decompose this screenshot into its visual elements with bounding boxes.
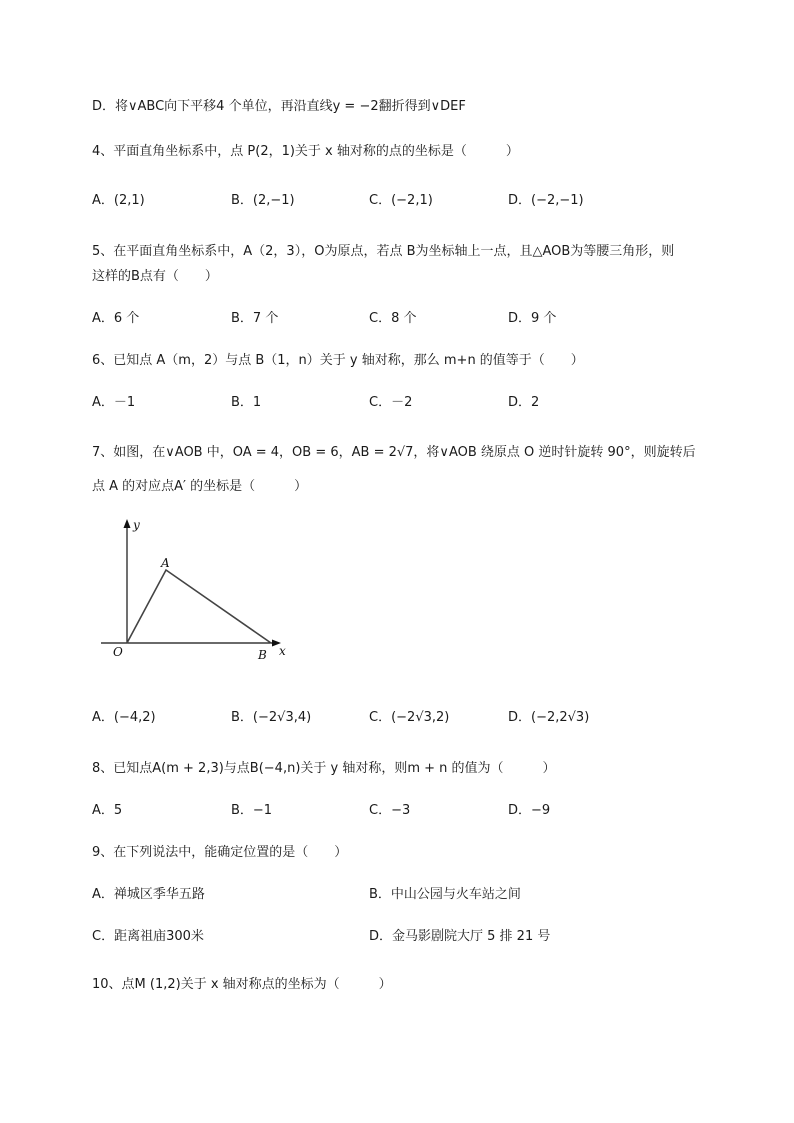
q7-option-b: B．(−2√3,4) <box>231 710 312 725</box>
label-o: O <box>113 645 123 659</box>
q8-option-d: D．−9 <box>508 803 551 818</box>
q7-figure <box>95 515 295 665</box>
q9-option-a: A．禅城区季华五路 <box>92 887 205 902</box>
q9-option-d: D．金马影剧院大厅 5 排 21 号 <box>369 929 551 944</box>
q7-option-c: C．(−2√3,2) <box>369 710 450 725</box>
q7-option-a: A．(−4,2) <box>92 710 156 725</box>
q6-option-d: D．2 <box>508 395 540 410</box>
q7-option-d: D．(−2,2√3) <box>508 710 590 725</box>
q5-option-d: D．9 个 <box>508 311 557 326</box>
q4-option-a: A．(2,1) <box>92 193 145 208</box>
q7-stem-line1: 7、如图，在∨AOB 中，OA = 4，OB = 6，AB = 2√7，将∨AOB 绕原点 O 逆时针旋转 90°，则旋转后 <box>92 445 696 460</box>
q5-option-b: B．7 个 <box>231 311 279 326</box>
q9-option-b: B．中山公园与火车站之间 <box>369 887 521 902</box>
label-x: x <box>279 644 286 658</box>
q3-option-d: D．将∨ABC向下平移4 个单位，再沿直线y = −2翻折得到∨DEF <box>92 99 466 114</box>
y-axis-arrow <box>124 519 131 528</box>
q4-option-b: B．(2,−1) <box>231 193 295 208</box>
q5-option-c: C．8 个 <box>369 311 417 326</box>
q6-option-b: B．1 <box>231 395 262 410</box>
triangle-aob <box>127 570 271 643</box>
q8-stem: 8、已知点A(m + 2,3)与点B(−4,n)关于 y 轴对称，则m + n 的值为（ ） <box>92 761 556 776</box>
q8-option-b: B．−1 <box>231 803 273 818</box>
q4-stem: 4、平面直角坐标系中，点 P(2，1)关于 x 轴对称的点的坐标是（ ） <box>92 144 519 159</box>
q7-stem-line2: 点 A 的对应点A′ 的坐标是（ ） <box>92 479 308 494</box>
label-a: A <box>161 556 170 570</box>
q4-option-d: D．(−2,−1) <box>508 193 584 208</box>
q5-stem-line1: 5、在平面直角坐标系中，A（2，3），O为原点，若点 B为坐标轴上一点，且△AOB为等腰三角形，则 <box>92 244 675 259</box>
q5-option-a: A．6 个 <box>92 311 140 326</box>
q8-option-c: C．−3 <box>369 803 411 818</box>
q6-option-a: A．－1 <box>92 395 136 410</box>
label-y: y <box>133 518 140 532</box>
q6-stem: 6、已知点 A（m，2）与点 B（1，n）关于 y 轴对称，那么 m+n 的值等于（ ） <box>92 353 584 368</box>
q5-stem-line2: 这样的B点有（ ） <box>92 269 218 284</box>
label-b: B <box>258 648 267 662</box>
q4-option-c: C．(−2,1) <box>369 193 433 208</box>
q9-stem: 9、在下列说法中，能确定位置的是（ ） <box>92 845 348 860</box>
q10-stem: 10、点M (1,2)关于 x 轴对称点的坐标为（ ） <box>92 977 392 992</box>
q6-option-c: C．－2 <box>369 395 413 410</box>
q9-option-c: C．距离祖庙300米 <box>92 929 204 944</box>
q8-option-a: A．5 <box>92 803 123 818</box>
